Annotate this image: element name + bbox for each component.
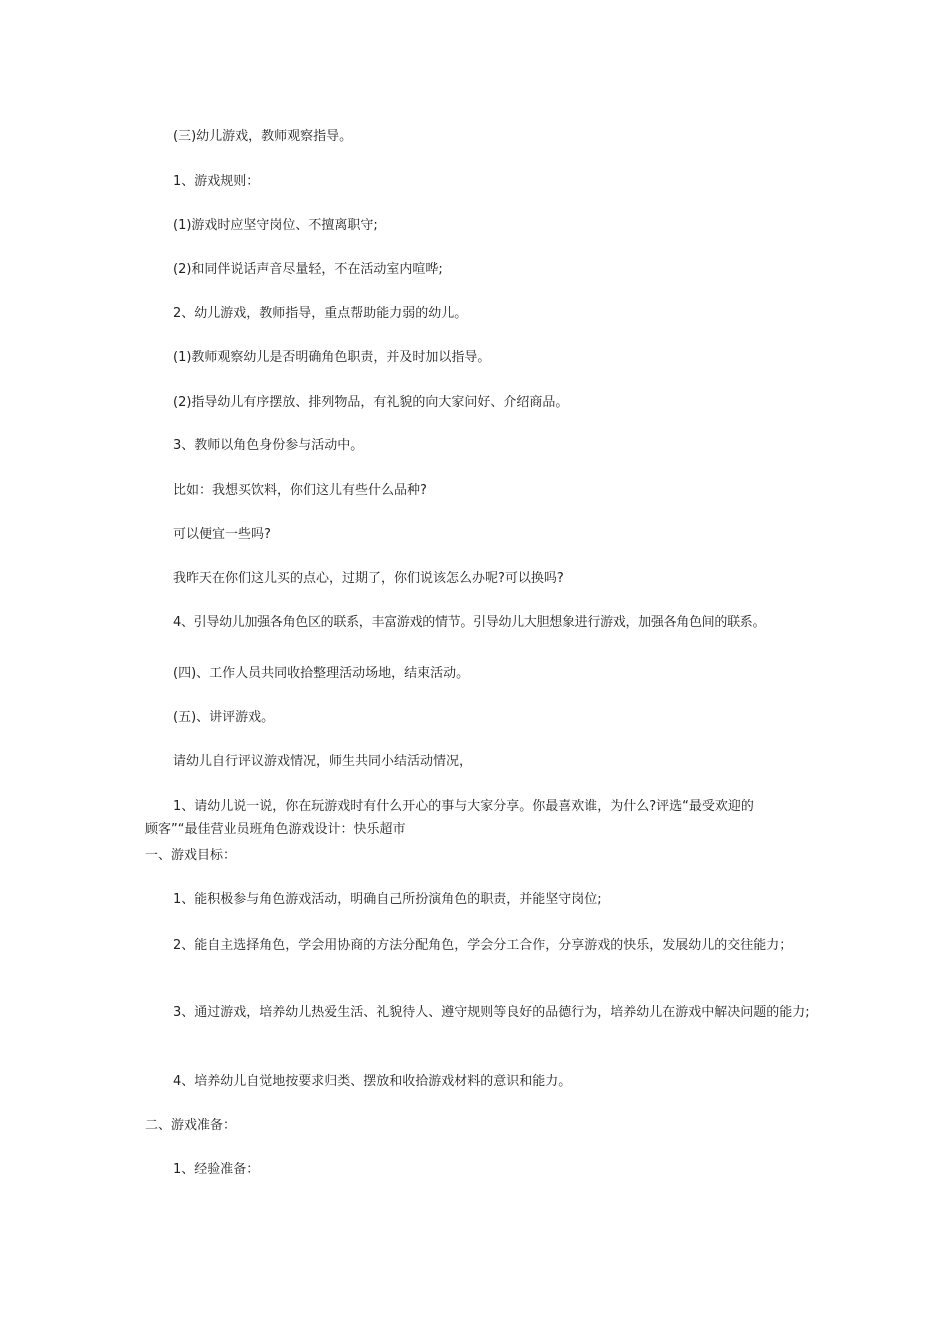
section3-title: (三)幼儿游戏，教师观察指导。 (173, 129, 353, 144)
example-1: 比如：我想买饮料，你们这儿有些什么品种? (173, 483, 427, 498)
example-2: 可以便宜一些吗? (173, 527, 271, 542)
share-line-2: 顾客”“最佳营业员班角色游戏设计：快乐超市 (145, 822, 406, 837)
example-3: 我昨天在你们这儿买的点心，过期了，你们说该怎么办呢?可以换吗? (173, 571, 564, 586)
prep-1: 1、经验准备： (173, 1162, 260, 1177)
guide-2: (2)指导幼儿有序摆放、排列物品，有礼貌的向大家问好、介绍商品。 (173, 395, 569, 410)
goals-title: 一、游戏目标： (145, 848, 237, 863)
teacher-role: 3、教师以角色身份参与活动中。 (173, 438, 364, 453)
review: 请幼儿自行评议游戏情况，师生共同小结活动情况， (173, 754, 473, 769)
rule-2: (2)和同伴说话声音尽量轻，不在活动室内喧哗; (173, 262, 443, 277)
prep-title: 二、游戏准备： (145, 1118, 237, 1133)
section4: (四)、工作人员共同收拾整理活动场地，结束活动。 (173, 666, 470, 681)
connection: 4、引导幼儿加强各角色区的联系，丰富游戏的情节。引导幼儿大胆想象进行游戏，加强各角色间的联系。 (173, 615, 766, 630)
share-line-1: 1、请幼儿说一说，你在玩游戏时有什么开心的事与大家分享。你最喜欢谁，为什么?评选“最受欢迎的 (173, 799, 754, 814)
goal-3: 3、通过游戏，培养幼儿热爱生活、礼貌待人、遵守规则等良好的品德行为，培养幼儿在游戏中解决问题的能力; (173, 1005, 810, 1020)
goal-1: 1、能积极参与角色游戏活动，明确自己所扮演角色的职责，并能坚守岗位; (173, 892, 602, 907)
rule-1: (1)游戏时应坚守岗位、不擅离职守; (173, 218, 378, 233)
section5: (五)、讲评游戏。 (173, 710, 275, 725)
guide-title: 2、幼儿游戏，教师指导，重点帮助能力弱的幼儿。 (173, 306, 468, 321)
goal-2: 2、能自主选择角色，学会用协商的方法分配角色，学会分工合作，分享游戏的快乐，发展幼儿的交往能力； (173, 938, 793, 953)
guide-1: (1)教师观察幼儿是否明确角色职责，并及时加以指导。 (173, 350, 491, 365)
goal-4: 4、培养幼儿自觉地按要求归类、摆放和收拾游戏材料的意识和能力。 (173, 1074, 572, 1089)
rules-title: 1、游戏规则： (173, 174, 260, 189)
